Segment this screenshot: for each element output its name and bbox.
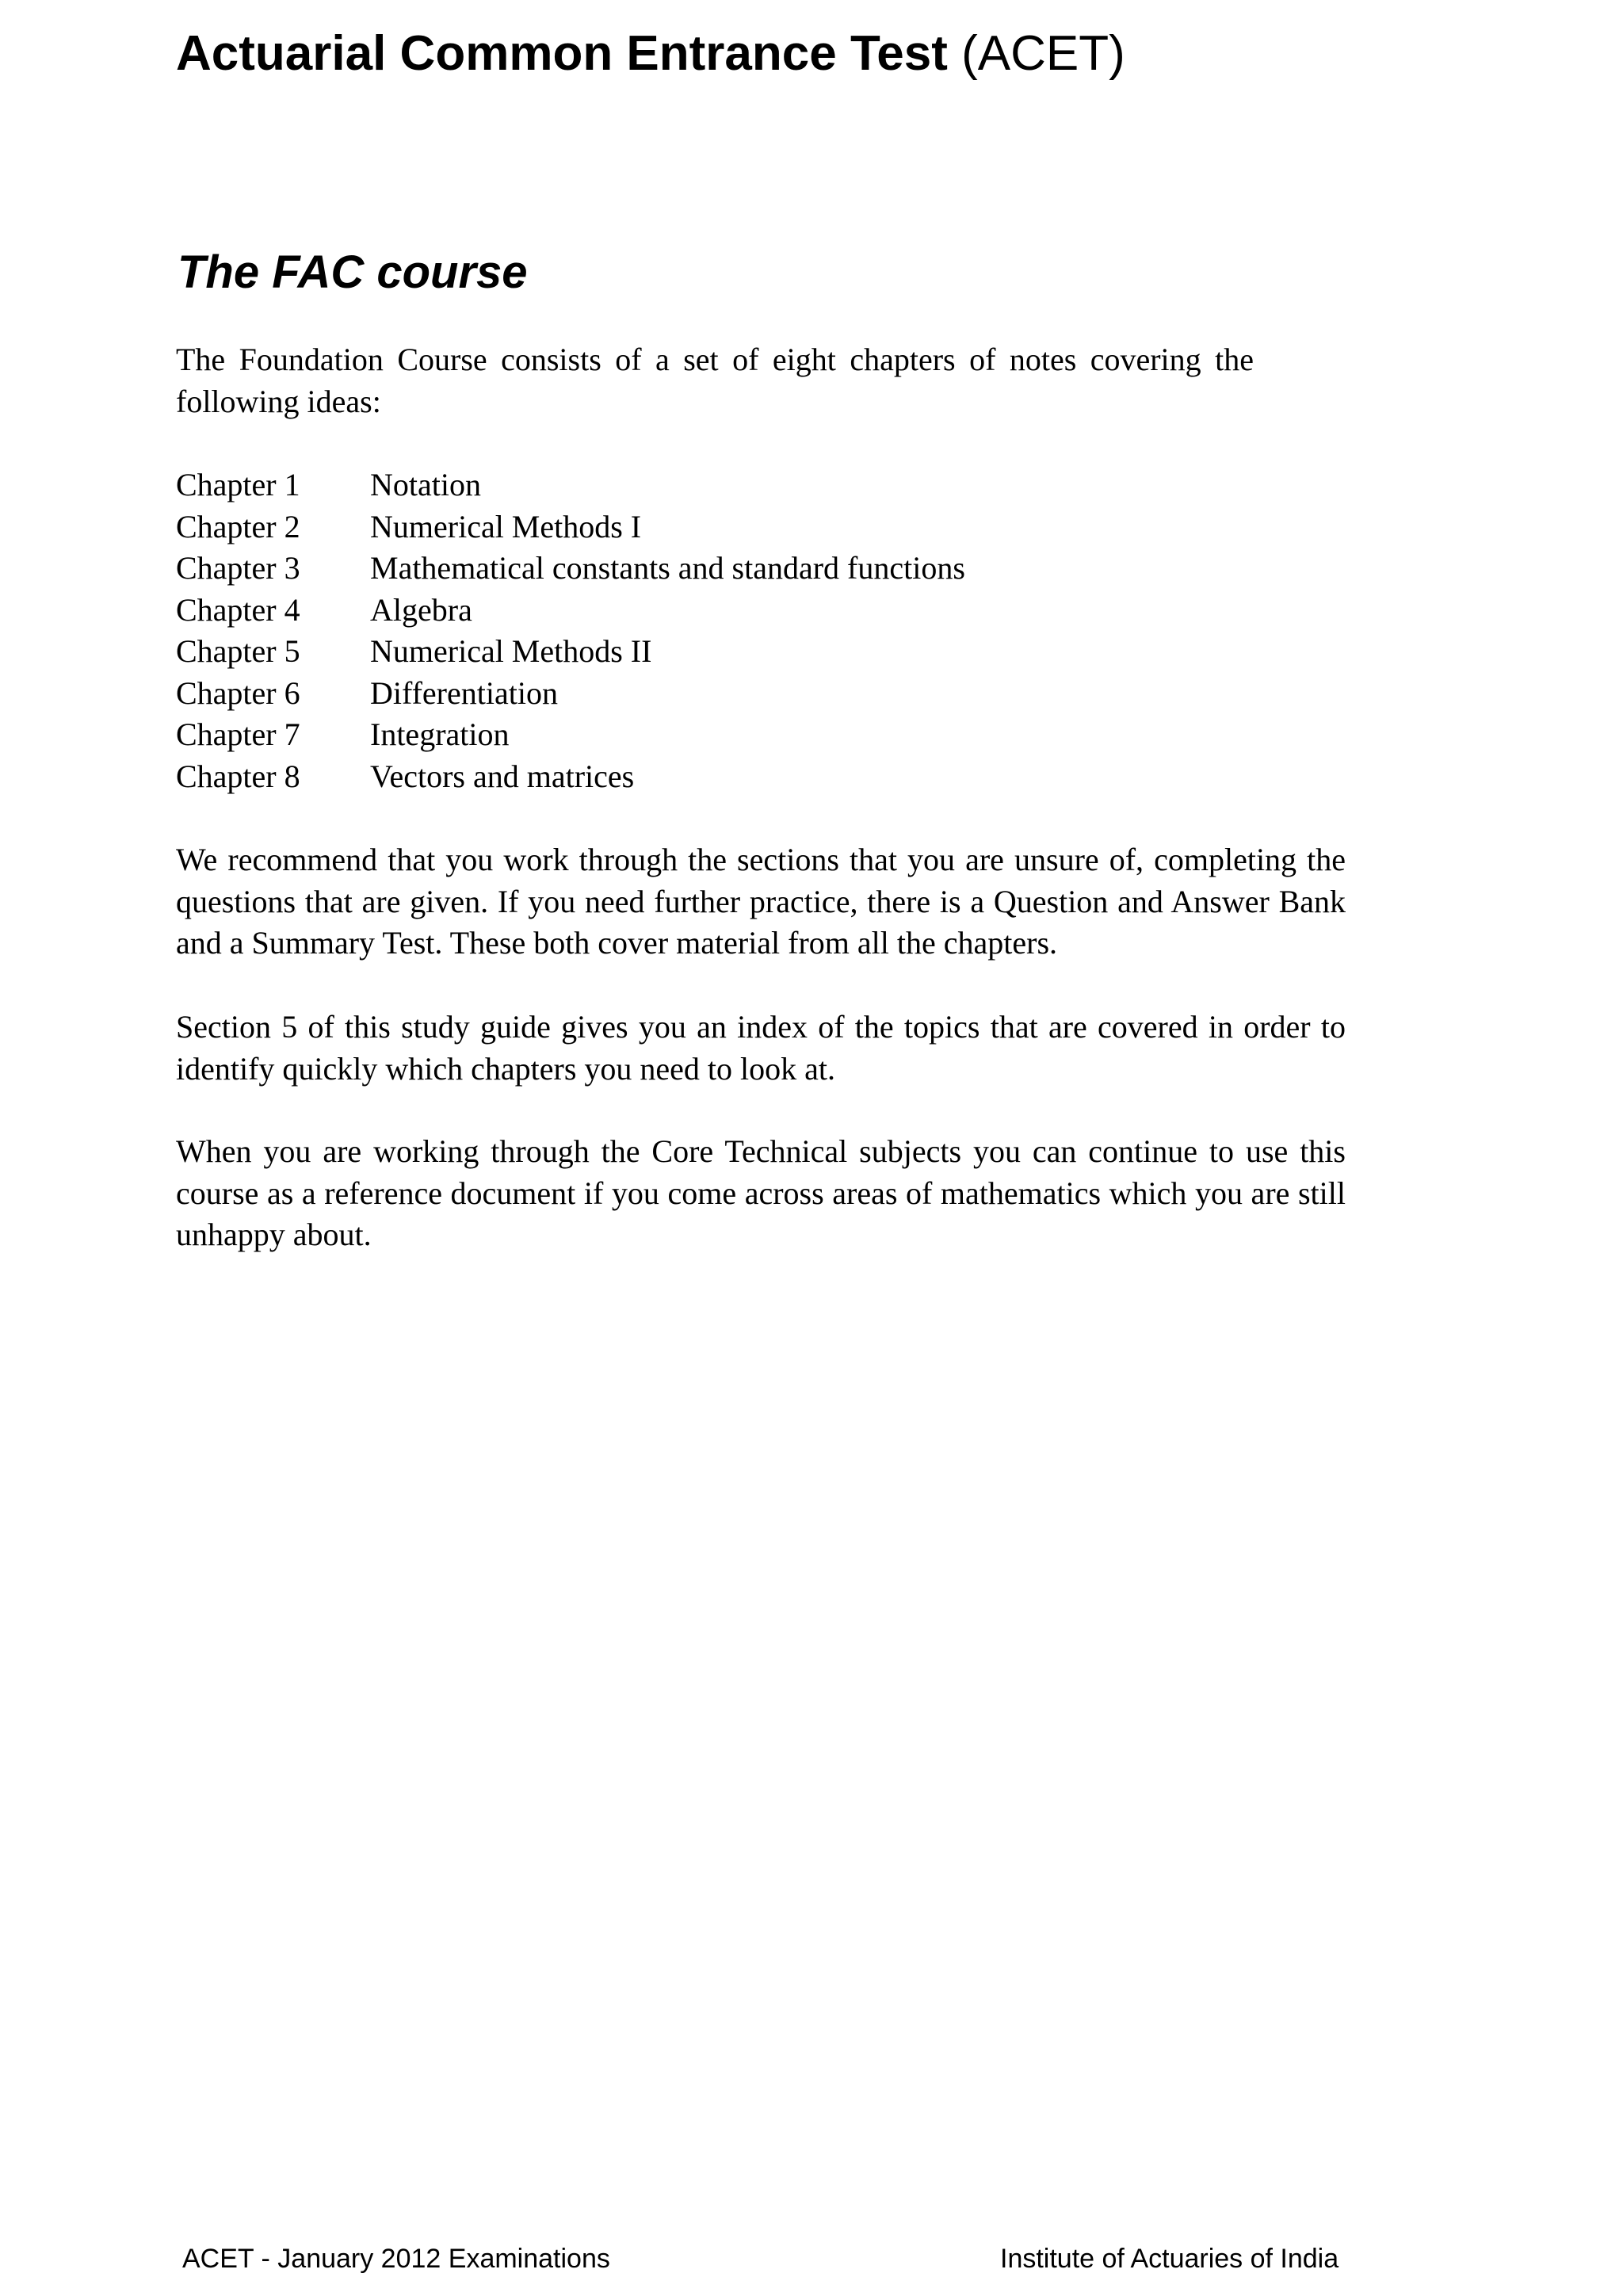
chapter-row — [176, 631, 965, 673]
header-title: Actuarial Common Entrance Test — [176, 26, 948, 81]
chapter-number: Chapter 4 — [176, 591, 300, 628]
chapter-number: Chapter 2 — [176, 508, 300, 544]
footer-exam-label: ACET - January 2012 Examinations — [182, 2244, 610, 2274]
chapter-number: Chapter 5 — [176, 633, 300, 669]
chapter-row — [176, 714, 965, 756]
chapter-title: Algebra — [370, 591, 472, 628]
chapter-title: Integration — [370, 716, 510, 752]
chapter-title: Numerical Methods II — [370, 633, 652, 669]
chapter-row — [176, 464, 965, 506]
chapter-row — [176, 506, 965, 548]
chapter-title: Differentiation — [370, 674, 558, 711]
chapter-row — [176, 548, 965, 590]
intro-paragraph: The Foundation Course consists of a set of eight chapters of notes covering the following ideas: — [176, 342, 1254, 419]
chapter-row — [176, 756, 965, 798]
chapter-number: Chapter 1 — [176, 467, 300, 502]
chapter-title: Numerical Methods I — [370, 508, 642, 544]
chapter-number: Chapter 3 — [176, 550, 300, 586]
chapter-number: Chapter 6 — [176, 674, 300, 711]
index-paragraph: Section 5 of this study guide gives you an index of the topics that are covered in order to identify quickly which chapters you need to look at. — [176, 1009, 1346, 1087]
chapter-number: Chapter 8 — [176, 758, 300, 794]
chapter-title: Mathematical constants and standard functions — [370, 550, 965, 586]
chapter-list — [176, 464, 965, 797]
section-title: The FAC course — [178, 246, 528, 298]
chapter-row — [176, 590, 965, 632]
header-title-suffix: (ACET) — [961, 26, 1125, 81]
chapter-title: Notation — [370, 467, 481, 502]
reference-paragraph: When you are working through the Core Technical subjects you can continue to use this course as a reference document if you come across areas of mathematics which you are still unhappy about. — [176, 1133, 1346, 1252]
chapter-row — [176, 673, 965, 715]
page-header — [176, 22, 1125, 86]
recommendation-paragraph: We recommend that you work through the sections that you are unsure of, completing the questions that are given. If you need further practice, there is a Question and Answer Bank and a Summary Test. These both cover material from all the chapters. — [176, 842, 1346, 961]
chapter-number: Chapter 7 — [176, 716, 300, 752]
footer-institute-label: Institute of Actuaries of India — [1000, 2244, 1339, 2274]
chapter-title: Vectors and matrices — [370, 758, 635, 794]
